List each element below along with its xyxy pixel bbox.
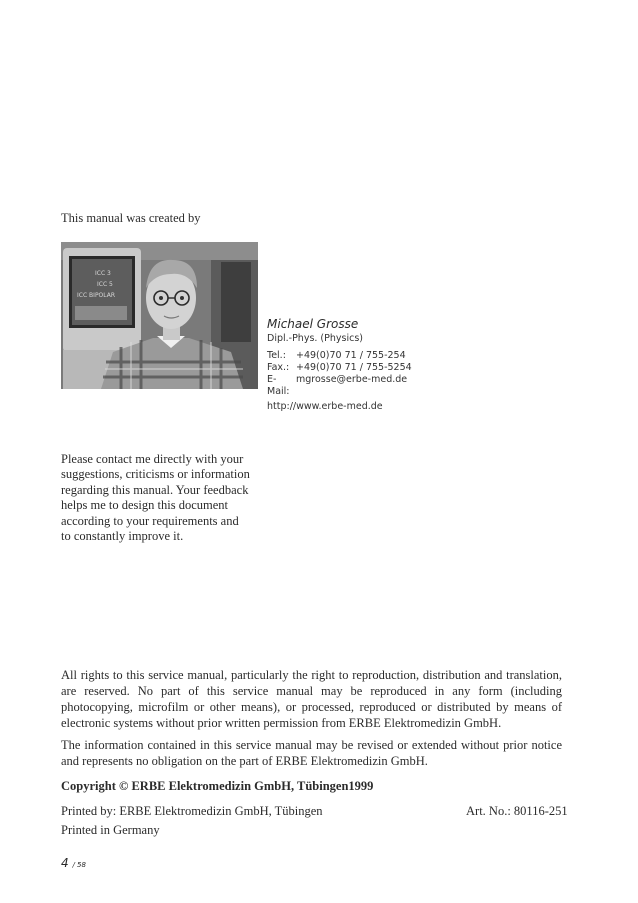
email-label: E-Mail: bbox=[267, 374, 290, 397]
fax-value: +49(0)70 71 / 755-5254 bbox=[296, 362, 412, 373]
author-photo bbox=[61, 242, 258, 389]
fax-label: Fax.: bbox=[267, 362, 290, 373]
copyright-line: Copyright © ERBE Elektromedizin GmbH, Tübingen1999 bbox=[61, 779, 374, 793]
rights-paragraph-2: The information contained in this service manual may be revised or extended without prior notice and represents no obligation on the part of ERBE Elektromedizin GmbH. bbox=[61, 738, 562, 768]
page-current: 4 bbox=[61, 856, 69, 870]
author-photo-image bbox=[61, 242, 258, 389]
tel-row bbox=[267, 350, 412, 362]
page-number bbox=[61, 856, 86, 870]
website-link[interactable]: http://www.erbe-med.de bbox=[267, 401, 383, 412]
screen-label-1: ICC 3 bbox=[95, 270, 111, 277]
printed-by: Printed by: ERBE Elektromedizin GmbH, Tübingen bbox=[61, 804, 323, 818]
feedback-paragraph: Please contact me directly with your suggestions, criticisms or information regarding this manual. Your feedback helps me to design this document according to your requirements and to constantly improve it. bbox=[61, 452, 250, 544]
article-number: Art. No.: 80116-251 bbox=[466, 804, 568, 818]
email-value[interactable]: mgrosse@erbe-med.de bbox=[296, 374, 408, 385]
rights-paragraph-1: All rights to this service manual, particularly the right to reproduction, distribution and translation, are reserved. No part of this service manual may be reproduced in any form (including photocopying, microfilm or other means), or processed, reproduced or distributed by means of electronic systems without prior written permission from ERBE Elektromedizin GmbH. bbox=[61, 668, 562, 730]
intro-text: This manual was created by bbox=[61, 211, 201, 225]
printed-in: Printed in Germany bbox=[61, 823, 160, 837]
email-row bbox=[267, 374, 412, 398]
tel-value: +49(0)70 71 / 755-254 bbox=[296, 350, 406, 361]
fax-row bbox=[267, 362, 412, 374]
contact-block bbox=[267, 317, 412, 413]
author-title: Dipl.-Phys. (Physics) bbox=[267, 333, 363, 344]
page-total: / 58 bbox=[72, 861, 86, 869]
tel-label: Tel.: bbox=[267, 350, 286, 361]
author-name: Michael Grosse bbox=[267, 317, 359, 331]
screen-label-2: ICC 5 bbox=[97, 281, 113, 288]
screen-label-3: ICC BIPOLAR bbox=[77, 292, 116, 299]
rights-section bbox=[61, 667, 562, 775]
